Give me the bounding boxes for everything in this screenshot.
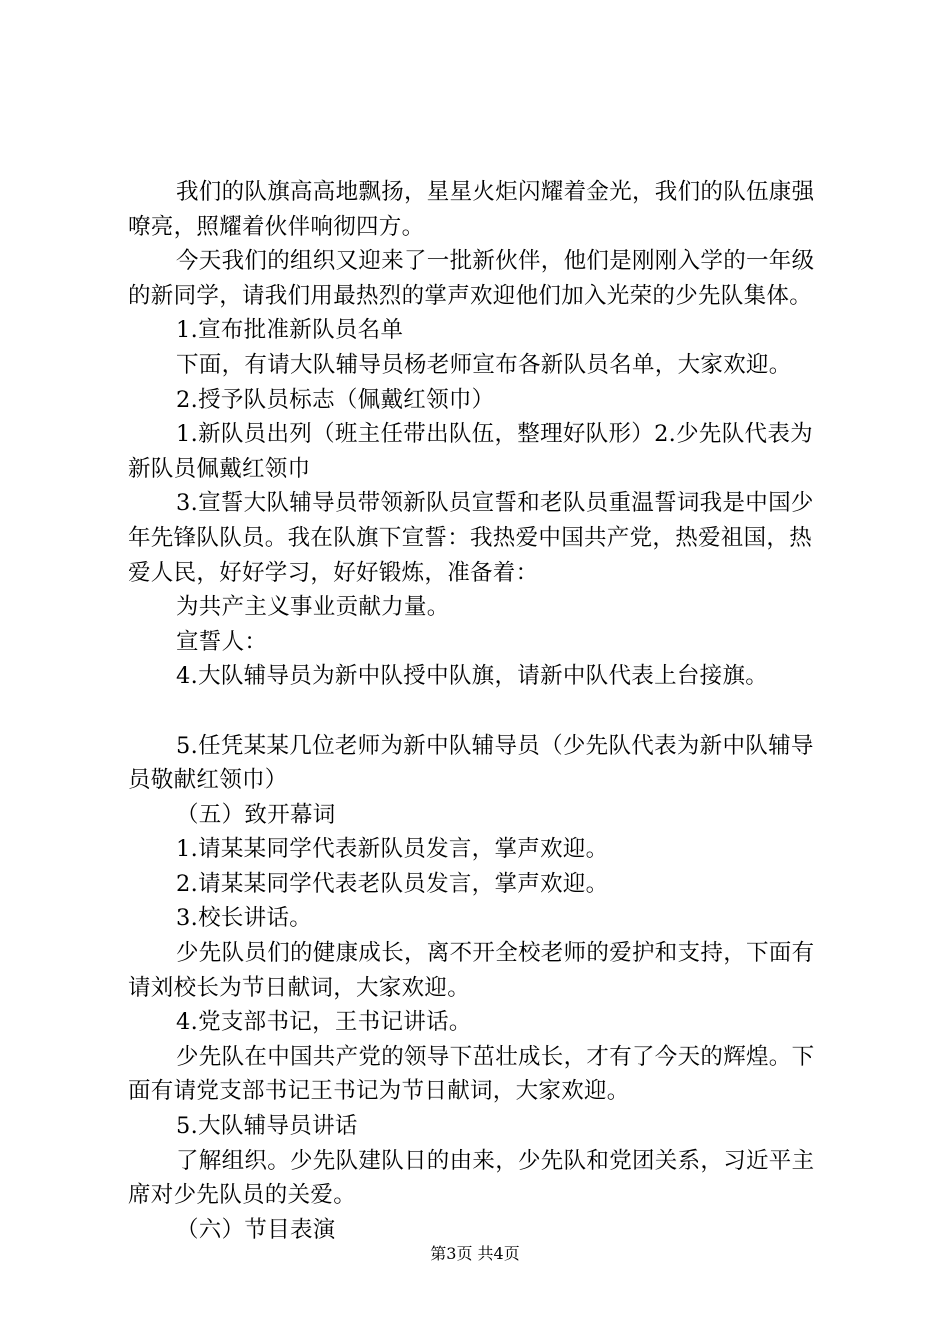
paragraph-oath: 3.宣誓大队辅导员带领新队员宣誓和老队员重温誓词我是中国少年先锋队队员。我在队旗下宣誓：我热爱中国共产党，热爱祖国，热爱人民，好好学习，好好锻炼，准备着： [128,490,814,586]
paragraph-party-secretary-heading: 4.党支部书记，王书记讲话。 [176,1009,472,1036]
paragraph-new-member-speech: 1.请某某同学代表新队员发言，掌声欢迎。 [176,836,609,863]
page-footer: 第3页 共4页 [430,1244,520,1263]
paragraph-oath-end: 为共产主义事业贡献力量。 [176,594,450,621]
paragraph-badge-heading: 2.授予队员标志（佩戴红领巾） [176,386,495,413]
paragraph-old-member-speech: 2.请某某同学代表老队员发言，掌声欢迎。 [176,870,609,897]
section-heading-performance: （六）节目表演 [176,1216,336,1243]
document-body [128,175,834,1247]
paragraph-party-secretary-speech: 少先队在中国共产党的领导下茁壮成长，才有了今天的辉煌。下面有请党支部书记王书记为节日献词，大家欢迎。 [128,1043,815,1105]
paragraph-appoint-counselors: 5.任凭某某几位老师为新中队辅导员（少先队代表为新中队辅导员敬献红领巾） [128,732,814,794]
paragraph-announce-list-heading: 1.宣布批准新队员名单 [176,317,404,344]
paragraph-welcome-new-members: 今天我们的组织又迎来了一批新伙伴，他们是刚刚入学的一年级的新同学，请我们用最热烈的掌声欢迎他们加入光荣的少先队集体。 [128,248,815,309]
paragraph-announce-list: 下面，有请大队辅导员杨老师宣布各新队员名单，大家欢迎。 [176,351,792,378]
paragraph-counselor-speech: 了解组织。少先队建队日的由来，少先队和党团关系，习近平主席对少先队员的关爱。 [128,1147,815,1209]
paragraph-principal-speech: 少先队员们的健康成长，离不开全校老师的爱护和支持，下面有请刘校长为节日献词，大家欢迎。 [128,940,815,1001]
paragraph-squad-flag: 4.大队辅导员为新中队授中队旗，请新中队代表上台接旗。 [176,663,769,690]
paragraph-spacer [128,694,834,729]
section-heading-opening-speech: （五）致开幕词 [176,801,336,828]
paragraph-new-members-line-up: 1.新队员出列（班主任带出队伍，整理好队形）2.少先队代表为新队员佩戴红领巾 [128,421,813,482]
paragraph-principal-speech-heading: 3.校长讲话。 [176,905,313,932]
paragraph-flag-song: 我们的队旗高高地飘扬，星星火炬闪耀着金光，我们的队伍康强嘹亮，照耀着伙伴响彻四方。 [128,179,815,240]
paragraph-oath-signer: 宣誓人： [176,628,268,655]
paragraph-counselor-speech-heading: 5.大队辅导员讲话 [176,1113,358,1140]
